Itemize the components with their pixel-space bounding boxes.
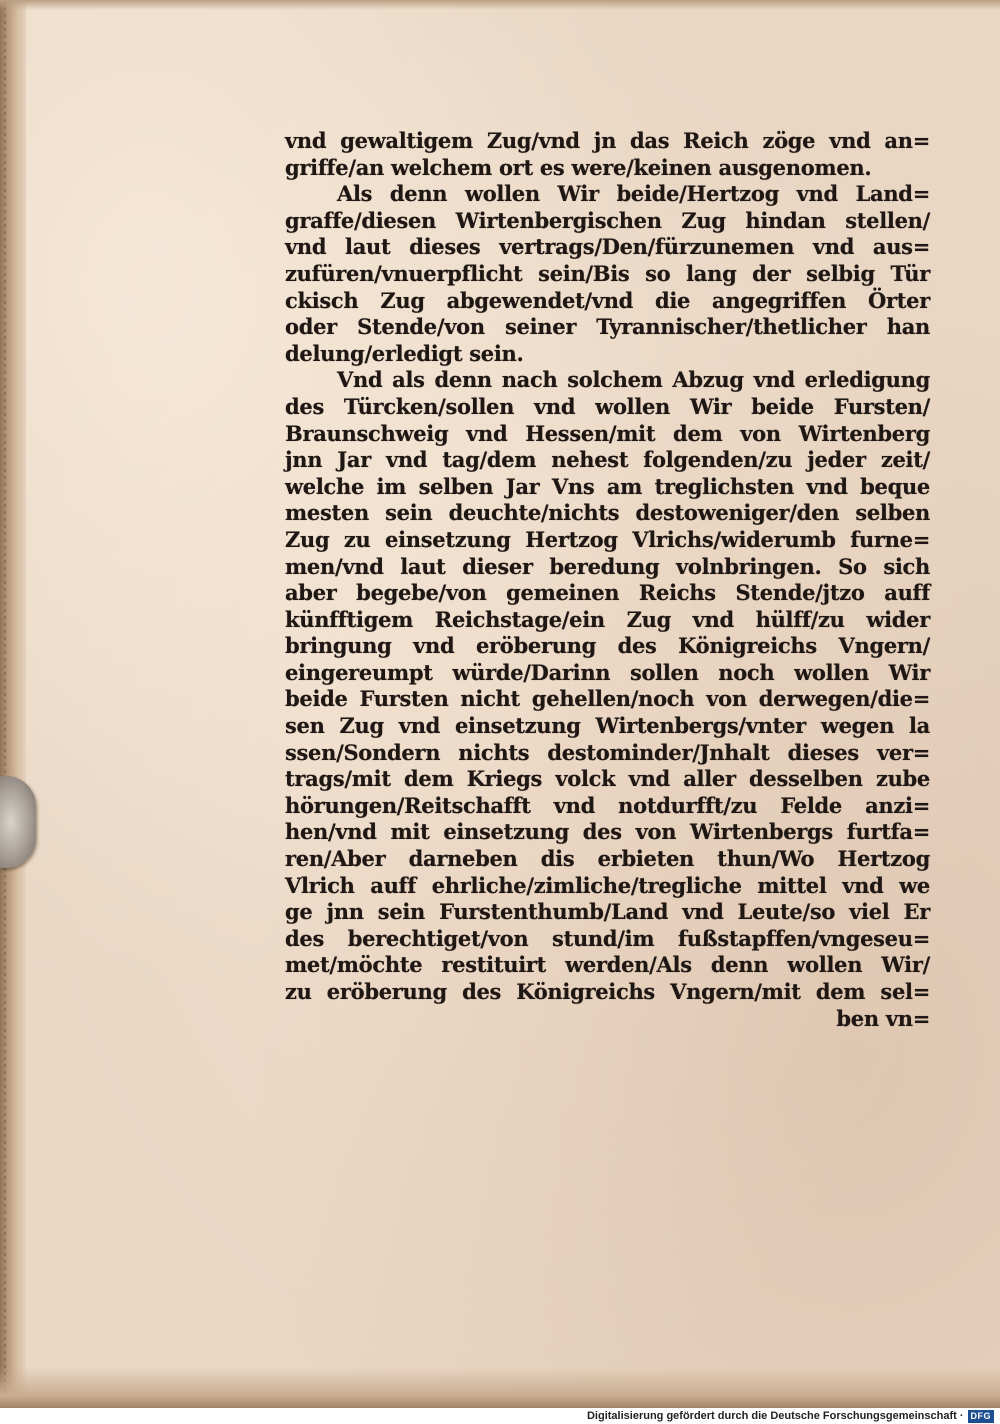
text-line: zufüren/vnuerpflicht sein/Bis so lang der selbig Tür [285, 260, 930, 286]
text-line: delung/erledigt sein. [285, 340, 524, 366]
text-line: des Türcken/sollen vnd wollen Wir beide Fursten/ [285, 393, 930, 419]
text-line: vnd laut dieses vertrags/Den/fürzunemen vnd aus= [285, 234, 930, 260]
text-line: des berechtiget/von stund/im fußstapffen/vngeseu= [285, 925, 930, 951]
text-line: griffe/an welchem ort es were/keinen ausgenomen. [285, 154, 872, 180]
text-line: sen Zug vnd einsetzung Wirtenbergs/vnter wegen la [285, 713, 930, 739]
text-line: hen/vnd mit einsetzung des von Wirtenbergs furtfa= [285, 819, 930, 845]
text-line: Als denn wollen Wir beide/Hertzog vnd Land= [337, 181, 930, 207]
text-line: vnd gewaltigem Zug/vnd jn das Reich zöge vnd an= [285, 128, 930, 153]
text-line: ssen/Sondern nichts destominder/Jnhalt dieses ver= [285, 739, 930, 765]
text-line: oder Stende/von seiner Tyrannischer/thetlicher han [285, 314, 930, 340]
text-line: men/vnd laut dieser beredung volnbringen. So sich [285, 553, 930, 579]
text-line: künfftigem Reichstage/ein Zug vnd hülff/zu wider [285, 606, 930, 632]
blackletter-text-block [285, 128, 930, 1032]
credit-text: Digitalisierung gefördert durch die Deutsche Forschungsgemeinschaft · [586, 1410, 964, 1422]
text-line: eingereumpt würde/Darinn sollen noch wollen Wir [285, 659, 930, 685]
text-line: mesten sein deuchte/nichts destoweniger/den selben [285, 500, 930, 526]
text-line: ckisch Zug abgewendet/vnd die angegriffen Örter [285, 287, 930, 313]
catchword: ben vn= [836, 1005, 930, 1031]
text-line: Vlrich auff ehrliche/zimliche/tregliche mittel vnd we [285, 872, 930, 898]
text-line: jnn Jar vnd tag/dem nehest folgenden/zu jeder zeit/ [285, 447, 930, 473]
book-spine-edge [0, 0, 26, 1408]
text-line: Zug zu einsetzung Hertzog Vlrichs/widerumb furne= [285, 526, 930, 552]
text-line: Braunschweig vnd Hessen/mit dem von Wirtenberg [285, 420, 930, 446]
text-line: hörungen/Reitschafft vnd notdurfft/zu Felde anzi= [285, 792, 930, 818]
text-line: ge jnn sein Furstenthumb/Land vnd Leute/so viel Er [285, 899, 930, 925]
text-line: aber begebe/von gemeinen Reichs Stende/jtzo auff [285, 580, 930, 606]
text-line: zu eröberung des Königreichs Vngern/mit dem sel= [285, 979, 930, 1004]
text-line: trags/mit dem Kriegs volck vnd aller desselben zube [285, 766, 930, 792]
text-line: ren/Aber darneben dis erbieten thun/Wo Hertzog [285, 846, 930, 872]
metal-clasp [0, 776, 36, 868]
text-line: graffe/diesen Wirtenbergischen Zug hindan stellen/ [285, 207, 930, 233]
digitization-credit [587, 1408, 994, 1424]
text-line: met/möchte restituirt werden/Als denn wollen Wir/ [285, 952, 930, 978]
dfg-logo: DFG [968, 1410, 995, 1423]
text-line: Vnd als denn nach solchem Abzug vnd erledigung [337, 367, 930, 393]
page-top-edge [0, 0, 1000, 10]
text-line: beide Fursten nicht gehellen/noch von derwegen/die= [285, 686, 930, 712]
page-bottom-edge [0, 1368, 1000, 1408]
text-line: bringung vnd eröberung des Königreichs Vngern/ [285, 633, 930, 659]
text-line: welche im selben Jar Vns am treglichsten vnd beque [285, 473, 930, 499]
